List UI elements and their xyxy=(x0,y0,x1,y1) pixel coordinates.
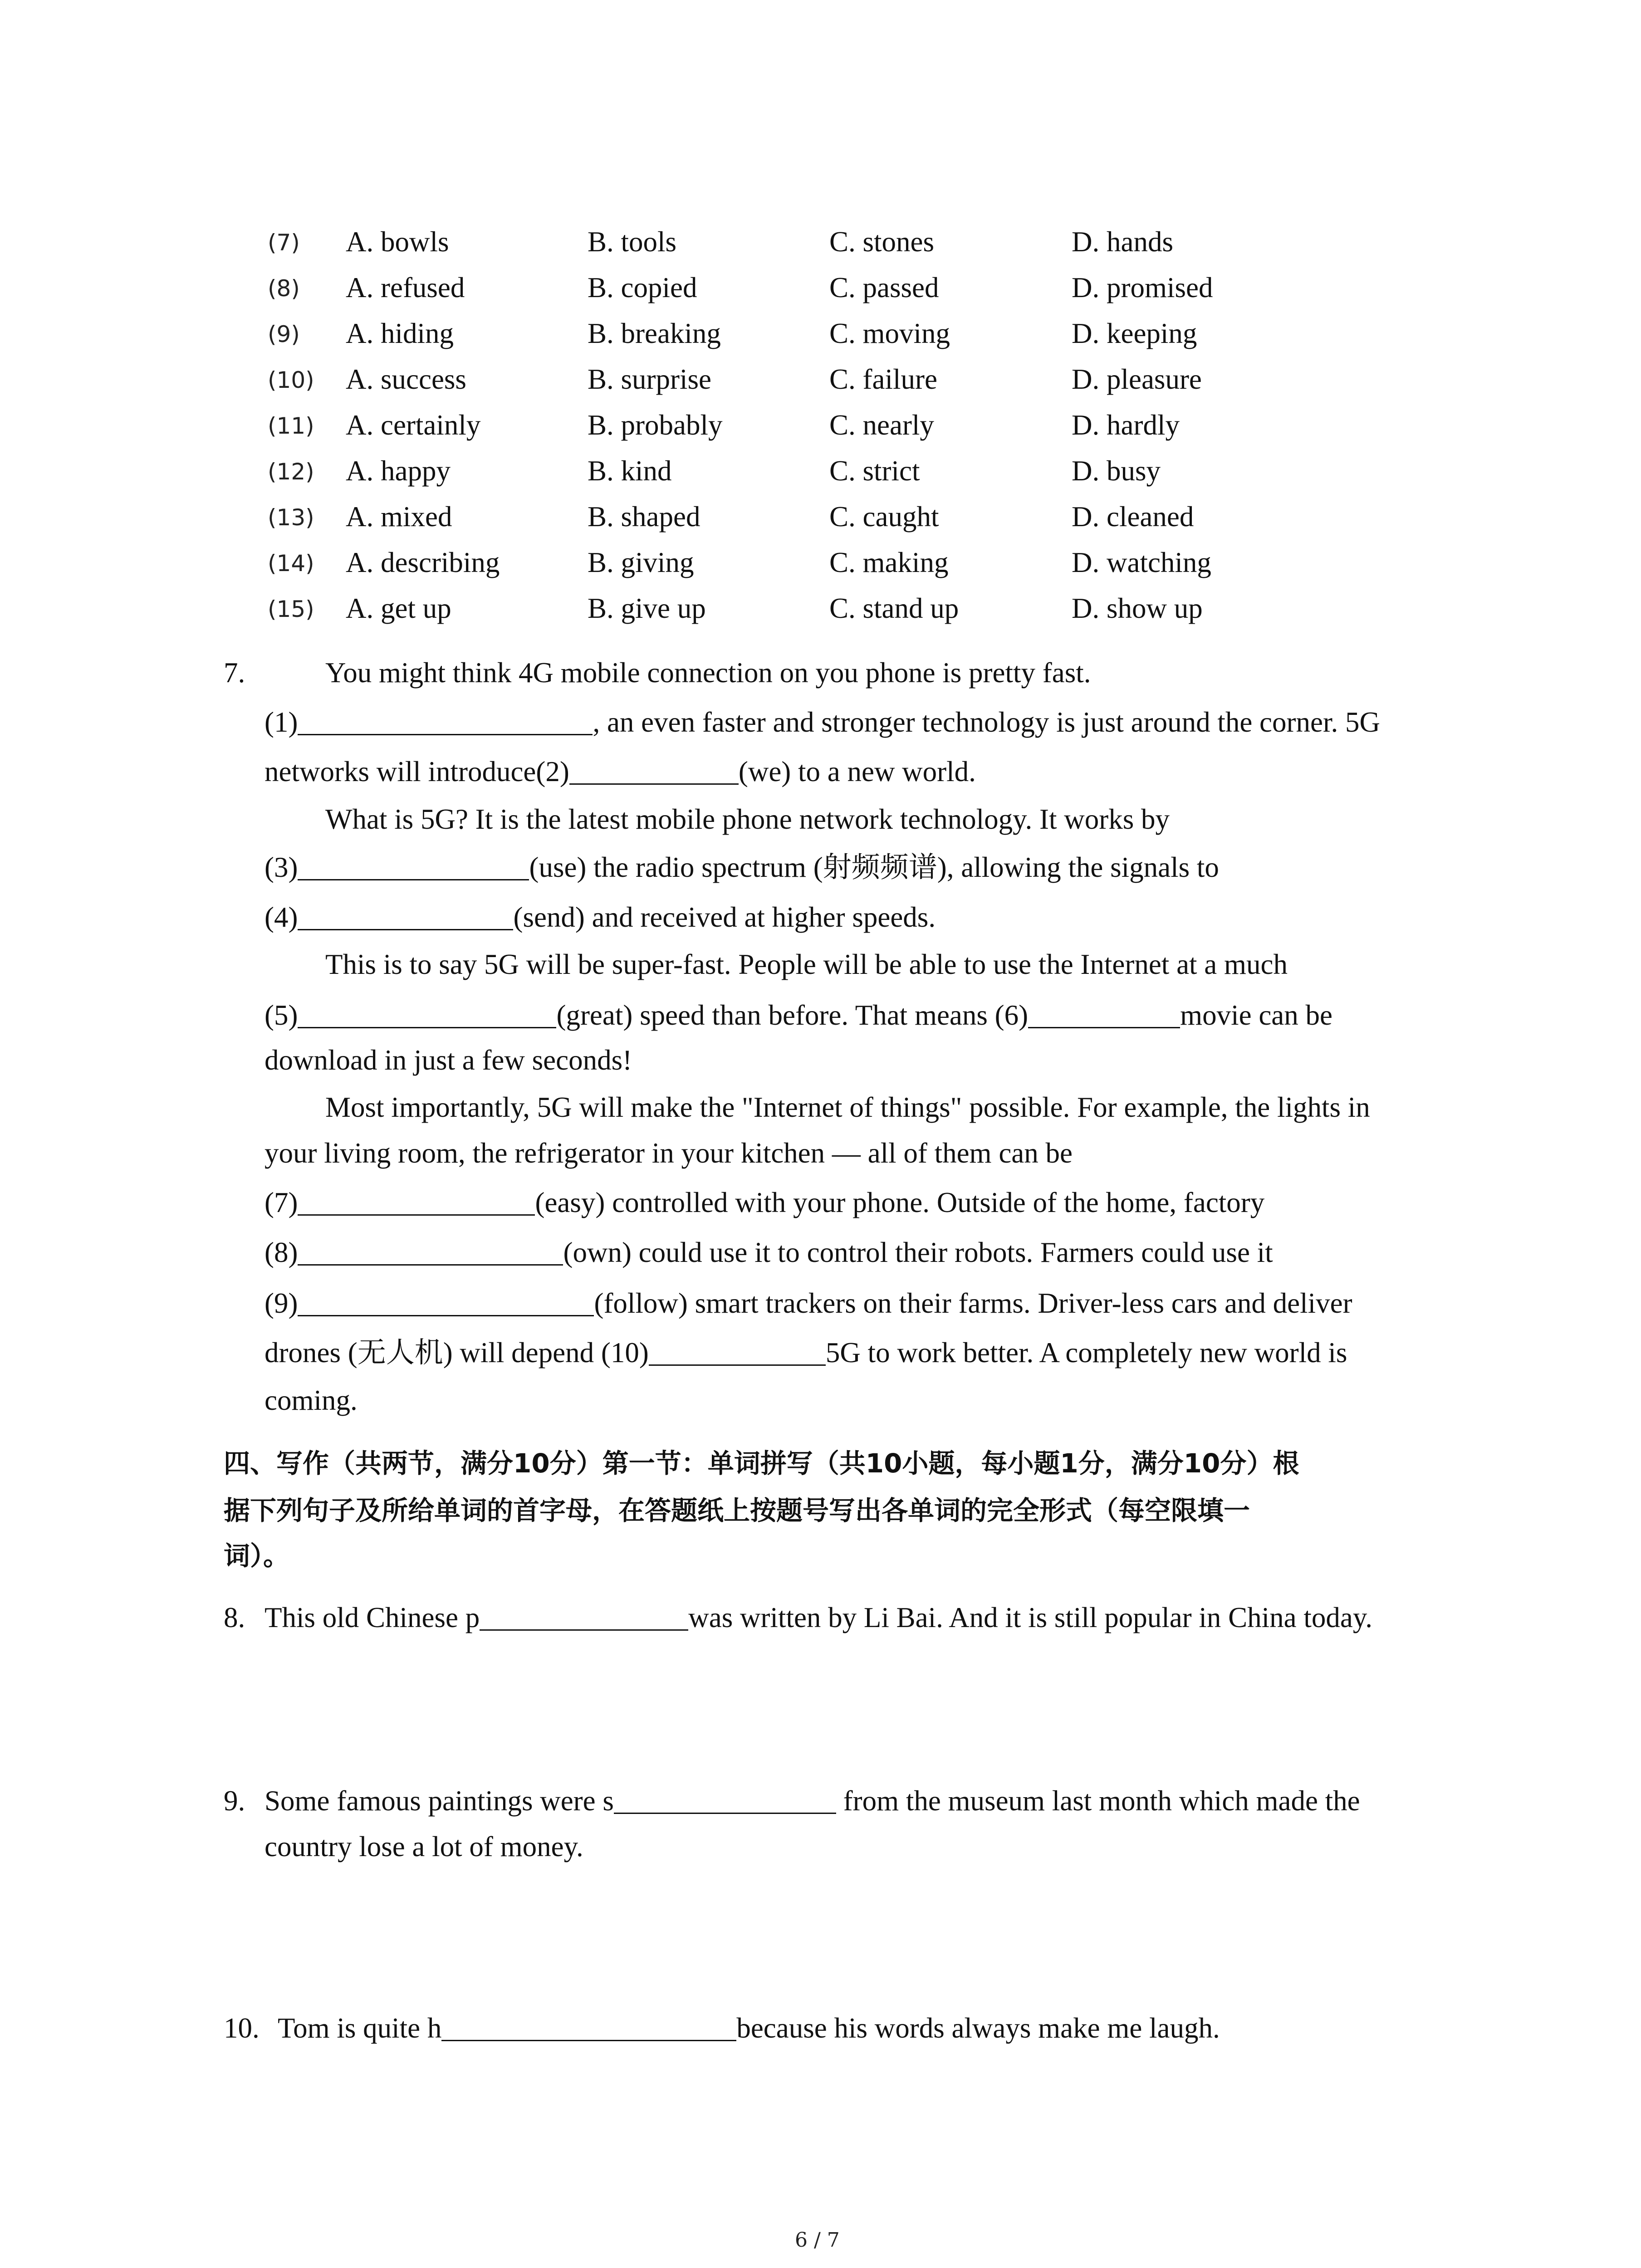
blank-8[interactable] xyxy=(298,1239,563,1266)
mcq-option-c[interactable]: C. stand up xyxy=(829,592,959,624)
blank-6[interactable] xyxy=(1028,1002,1180,1028)
mcq-option-c[interactable]: C. caught xyxy=(829,501,939,533)
mcq-option-c[interactable]: C. passed xyxy=(829,272,939,303)
mcq-option-b[interactable]: B. breaking xyxy=(588,318,721,349)
mcq-option-a[interactable]: A. get up xyxy=(346,592,451,624)
section4-heading-line-2: 据下列句子及所给单词的首字母，在答题纸上按题号写出各单词的完全形式（每空限填一 xyxy=(224,1495,1250,1526)
q9-blank[interactable] xyxy=(614,1787,836,1814)
q10-number: 10. xyxy=(224,2012,260,2044)
mcq-option-d[interactable]: D. hardly xyxy=(1072,409,1180,441)
mcq-option-d[interactable]: D. keeping xyxy=(1072,318,1197,349)
mcq-option-c[interactable]: C. strict xyxy=(829,455,920,487)
mcq-option-d[interactable]: D. promised xyxy=(1072,272,1213,303)
q7-line-13: (9) (follow) smart trackers on their farms. Driver-less cars and deliver xyxy=(265,1287,1352,1319)
q7-line-15: coming. xyxy=(265,1384,358,1416)
mcq-option-b[interactable]: B. give up xyxy=(588,592,706,624)
mcq-option-a[interactable]: A. mixed xyxy=(346,501,452,533)
mcq-question-number: (15) xyxy=(268,596,314,622)
section4-heading-line-3: 词）。 xyxy=(224,1540,290,1571)
blank-5[interactable] xyxy=(298,1002,556,1028)
mcq-question-number: (7) xyxy=(268,230,300,256)
q7-line-6: This is to say 5G will be super-fast. People will be able to use the Internet at a much xyxy=(325,948,1288,980)
mcq-question-number: (10) xyxy=(268,367,314,393)
mcq-option-b[interactable]: B. tools xyxy=(588,226,677,258)
q7-line-3: What is 5G? It is the latest mobile phone network technology. It works by xyxy=(325,803,1170,835)
q7-line-2: networks will introduce(2) (we) to a new world. xyxy=(265,756,976,787)
section4-heading-line-1: 四、写作（共两节，满分10分）第一节：单词拼写（共10小题，每小题1分，满分10分）根 xyxy=(224,1448,1299,1479)
q7-line-4: (3) (use) the radio spectrum (射频频谱), allowing the signals to xyxy=(265,851,1219,883)
mcq-option-d[interactable]: D. show up xyxy=(1072,592,1203,624)
q8-blank[interactable] xyxy=(480,1604,688,1631)
mcq-option-a[interactable]: A. hiding xyxy=(346,318,454,349)
q8-sentence: This old Chinese p was written by Li Bai. And it is still popular in China today. xyxy=(265,1602,1373,1633)
q9-number: 9. xyxy=(224,1785,245,1817)
mcq-option-d[interactable]: D. pleasure xyxy=(1072,363,1202,395)
mcq-option-b[interactable]: B. kind xyxy=(588,455,672,487)
mcq-option-b[interactable]: B. giving xyxy=(588,547,694,578)
blank-1[interactable] xyxy=(298,709,593,735)
mcq-option-a[interactable]: A. certainly xyxy=(346,409,481,441)
q7-line-11: (7) (easy) controlled with your phone. Outside of the home, factory xyxy=(265,1187,1265,1218)
blank-7[interactable] xyxy=(298,1189,535,1216)
mcq-option-a[interactable]: A. happy xyxy=(346,455,451,487)
mcq-option-c[interactable]: C. nearly xyxy=(829,409,934,441)
q7-line-1: (1) , an even faster and stronger technology is just around the corner. 5G xyxy=(265,706,1380,738)
mcq-question-number: (13) xyxy=(268,504,314,531)
mcq-option-a[interactable]: A. bowls xyxy=(346,226,449,258)
q7-line-7: (5) (great) speed than before. That means (6) movie can be xyxy=(265,999,1332,1031)
q9-continuation: country lose a lot of money. xyxy=(265,1831,583,1862)
mcq-option-b[interactable]: B. surprise xyxy=(588,363,711,395)
mcq-question-number: (8) xyxy=(268,275,300,302)
mcq-option-b[interactable]: B. shaped xyxy=(588,501,700,533)
mcq-question-number: (11) xyxy=(268,413,314,439)
q10-sentence: Tom is quite h because his words always make me laugh. xyxy=(278,2012,1220,2044)
q7-line-12: (8) (own) could use it to control their robots. Farmers could use it xyxy=(265,1237,1273,1268)
mcq-question-number: (12) xyxy=(268,459,314,485)
mcq-option-c[interactable]: C. failure xyxy=(829,363,937,395)
blank-9[interactable] xyxy=(298,1290,594,1316)
mcq-question-number: (9) xyxy=(268,321,300,347)
q7-number: 7. xyxy=(224,657,245,689)
mcq-option-d[interactable]: D. hands xyxy=(1072,226,1173,258)
q9-sentence: Some famous paintings were s from the museum last month which made the xyxy=(265,1785,1360,1817)
q7-line-8: download in just a few seconds! xyxy=(265,1044,632,1076)
q7-line-9: Most importantly, 5G will make the "Internet of things" possible. For example, the lights in xyxy=(325,1091,1370,1123)
mcq-option-b[interactable]: B. copied xyxy=(588,272,697,303)
mcq-question-number: (14) xyxy=(268,550,314,577)
blank-4[interactable] xyxy=(298,904,513,930)
q7-intro: You might think 4G mobile connection on you phone is pretty fast. xyxy=(325,657,1091,689)
mcq-option-c[interactable]: C. stones xyxy=(829,226,935,258)
blank-3[interactable] xyxy=(298,854,529,880)
blank-10[interactable] xyxy=(649,1339,826,1366)
blank-2[interactable] xyxy=(569,758,739,785)
mcq-option-a[interactable]: A. refused xyxy=(346,272,465,303)
page-number: 6 / 7 xyxy=(795,2229,840,2252)
q7-line-5: (4) (send) and received at higher speeds. xyxy=(265,901,936,933)
q8-number: 8. xyxy=(224,1602,245,1633)
mcq-option-c[interactable]: C. making xyxy=(829,547,949,578)
mcq-option-d[interactable]: D. watching xyxy=(1072,547,1211,578)
mcq-option-b[interactable]: B. probably xyxy=(588,409,723,441)
mcq-option-c[interactable]: C. moving xyxy=(829,318,950,349)
q7-line-14: drones (无人机) will depend (10) 5G to work better. A completely new world is xyxy=(265,1337,1347,1369)
mcq-option-d[interactable]: D. cleaned xyxy=(1072,501,1194,533)
q10-blank[interactable] xyxy=(441,2014,736,2041)
mcq-option-a[interactable]: A. success xyxy=(346,363,466,395)
q7-line-10: your living room, the refrigerator in your kitchen — all of them can be xyxy=(265,1137,1073,1169)
mcq-option-a[interactable]: A. describing xyxy=(346,547,500,578)
mcq-option-d[interactable]: D. busy xyxy=(1072,455,1161,487)
